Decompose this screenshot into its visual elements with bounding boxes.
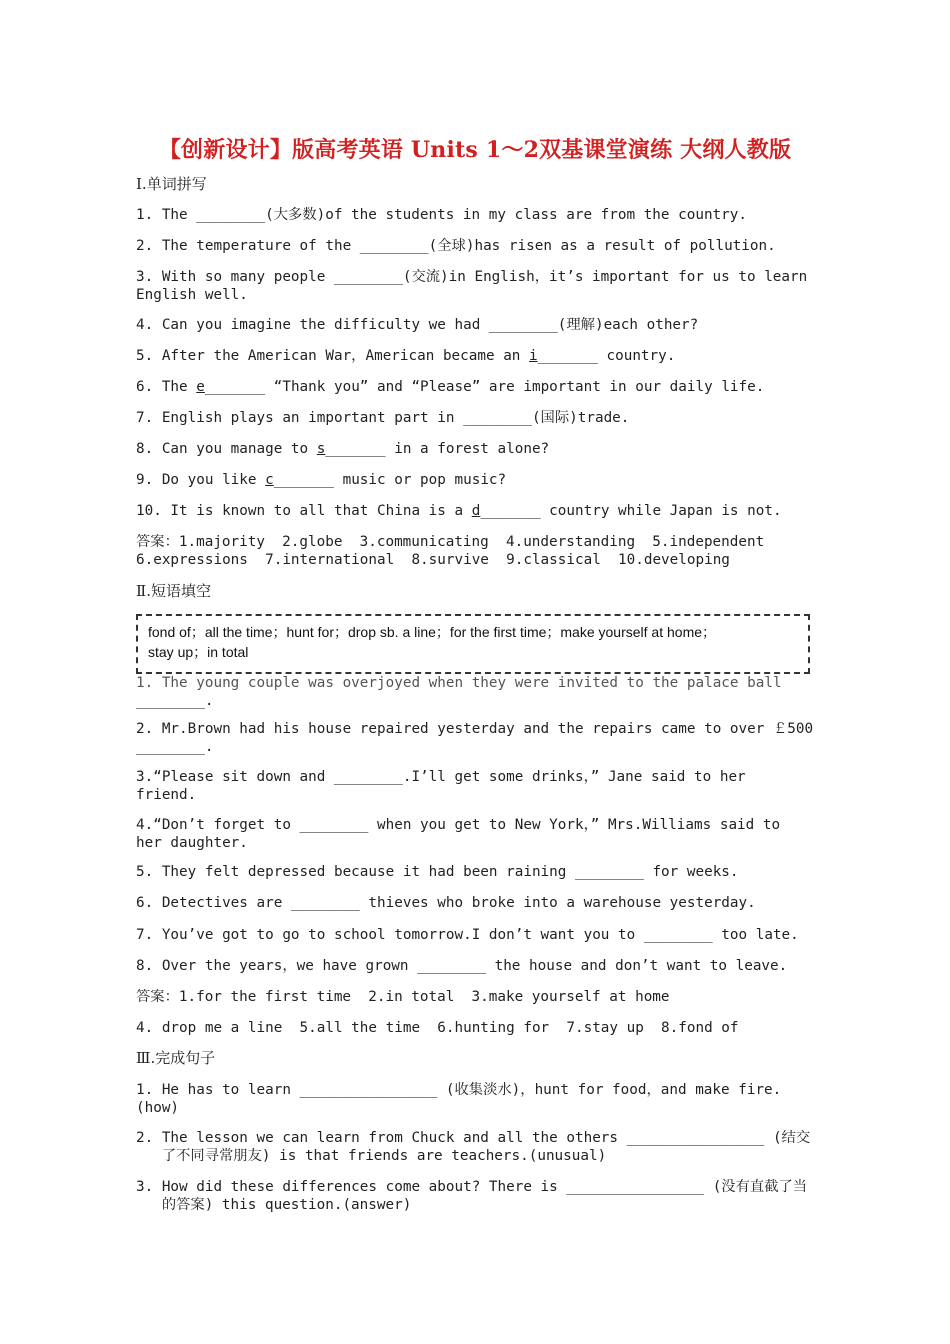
phrase-item-4: 4.“Don’t forget to ________ when you get to New York，” Mrs.Williams said to xyxy=(136,817,781,833)
page-title: 【创新设计】版高考英语 Units 1～2双基课堂演练 大纲人教版 xyxy=(158,137,792,163)
phrase-item-5: 5. They felt depressed because it had been raining ________ for weeks. xyxy=(136,864,739,880)
word-item-9-text: 9. Do you like xyxy=(136,472,266,488)
phrase-item-3: 3.“Please sit down and ________.I’ll get some drinks，” Jane said to her xyxy=(136,769,746,785)
section-2-heading: Ⅱ.短语填空 xyxy=(136,582,211,600)
sentence-item-3-cont: 的答案) this question.(answer) xyxy=(136,1197,412,1213)
word-item-5-rest: _______ country. xyxy=(537,348,676,364)
section-1-answer-line-2: 6.expressions 7.international 8.survive 9.classical 10.developing xyxy=(136,552,730,568)
word-item-8 xyxy=(136,440,816,458)
word-item-5-letter: i xyxy=(529,348,538,364)
section-1-heading: Ⅰ.单词拼写 xyxy=(136,175,207,193)
section-2-answer-line-1: 答案：1.for the first time 2.in total 3.make yourself at home xyxy=(136,989,670,1005)
word-item-5 xyxy=(136,347,816,365)
word-item-6-letter: e xyxy=(196,379,205,395)
word-item-3-cont: English well. xyxy=(136,287,248,303)
phrase-bank-line-1: fond of；all the time；hunt for；drop sb. a line；for the first time；make yourself at home； xyxy=(148,624,717,640)
phrase-item-7: 7. You’ve got to go to school tomorrow.I don’t want you to ________ too late. xyxy=(136,927,799,943)
section-3-heading: Ⅲ.完成句子 xyxy=(136,1049,216,1067)
word-item-2: 2. The temperature of the ________(全球)has risen as a result of pollution. xyxy=(136,238,776,254)
phrase-bank-box xyxy=(136,614,810,674)
sentence-item-3: 3. How did these differences come about? There is ________________ (没有直截了当 xyxy=(136,1179,808,1195)
word-item-9-rest: _______ music or pop music? xyxy=(273,472,507,488)
phrase-item-1-cont: ________. xyxy=(136,693,214,709)
word-item-10 xyxy=(136,502,816,520)
sentence-item-1: 1. He has to learn ________________ (收集淡水)，hunt for food，and make fire. xyxy=(136,1082,782,1098)
word-item-10-text: 10. It is known to all that China is a xyxy=(136,503,472,519)
word-item-9-letter: c xyxy=(265,472,274,488)
word-item-8-text: 8. Can you manage to xyxy=(136,441,317,457)
section-1-answer-line-1: 答案：1.majority 2.globe 3.communicating 4.understanding 5.independent xyxy=(136,534,765,550)
word-item-9 xyxy=(136,471,816,489)
word-item-1: 1. The ________(大多数)of the students in my class are from the country. xyxy=(136,207,747,223)
phrase-item-8: 8. Over the years，we have grown ________ the house and don’t want to leave. xyxy=(136,958,788,974)
sentence-item-2: 2. The lesson we can learn from Chuck and all the others ________________ (结交 xyxy=(136,1130,811,1146)
word-item-5-text: 5. After the American War，American became an xyxy=(136,348,530,364)
word-item-8-letter: s xyxy=(316,441,326,457)
word-item-3: 3. With so many people ________(交流)in English，it’s important for us to learn xyxy=(136,269,808,285)
phrase-item-2-cont: ________. xyxy=(136,739,214,755)
phrase-item-2: 2. Mr.Brown had his house repaired yesterday and the repairs came to over ￡500 xyxy=(136,721,814,737)
phrase-bank-line-2: stay up；in total xyxy=(148,644,249,660)
phrase-item-6: 6. Detectives are ________ thieves who broke into a warehouse yesterday. xyxy=(136,895,756,911)
word-item-7: 7. English plays an important part in ________(国际)trade. xyxy=(136,410,630,426)
phrase-item-3-cont: friend. xyxy=(136,787,197,803)
phrase-item-4-cont: her daughter. xyxy=(136,835,248,851)
word-item-10-letter: d xyxy=(471,503,481,519)
section-2-answer-line-2: 4. drop me a line 5.all the time 6.hunting for 7.stay up 8.fond of xyxy=(136,1020,739,1036)
word-item-6-text: 6. The xyxy=(136,379,197,395)
phrase-item-1: 1. The young couple was overjoyed when they were invited to the palace ball xyxy=(136,675,782,691)
sentence-item-1-cont: (how) xyxy=(136,1100,180,1116)
word-item-4: 4. Can you imagine the difficulty we had ________(理解)each other? xyxy=(136,317,699,333)
word-item-6-rest: _______ “Thank you” and “Please” are important in our daily life. xyxy=(204,379,765,395)
word-item-10-rest: _______ country while Japan is not. xyxy=(480,503,782,519)
word-item-6 xyxy=(136,378,816,396)
sentence-item-2-cont: 了不同寻常朋友) is that friends are teachers.(unusual) xyxy=(136,1148,607,1164)
word-item-8-rest: _______ in a forest alone? xyxy=(325,441,550,457)
